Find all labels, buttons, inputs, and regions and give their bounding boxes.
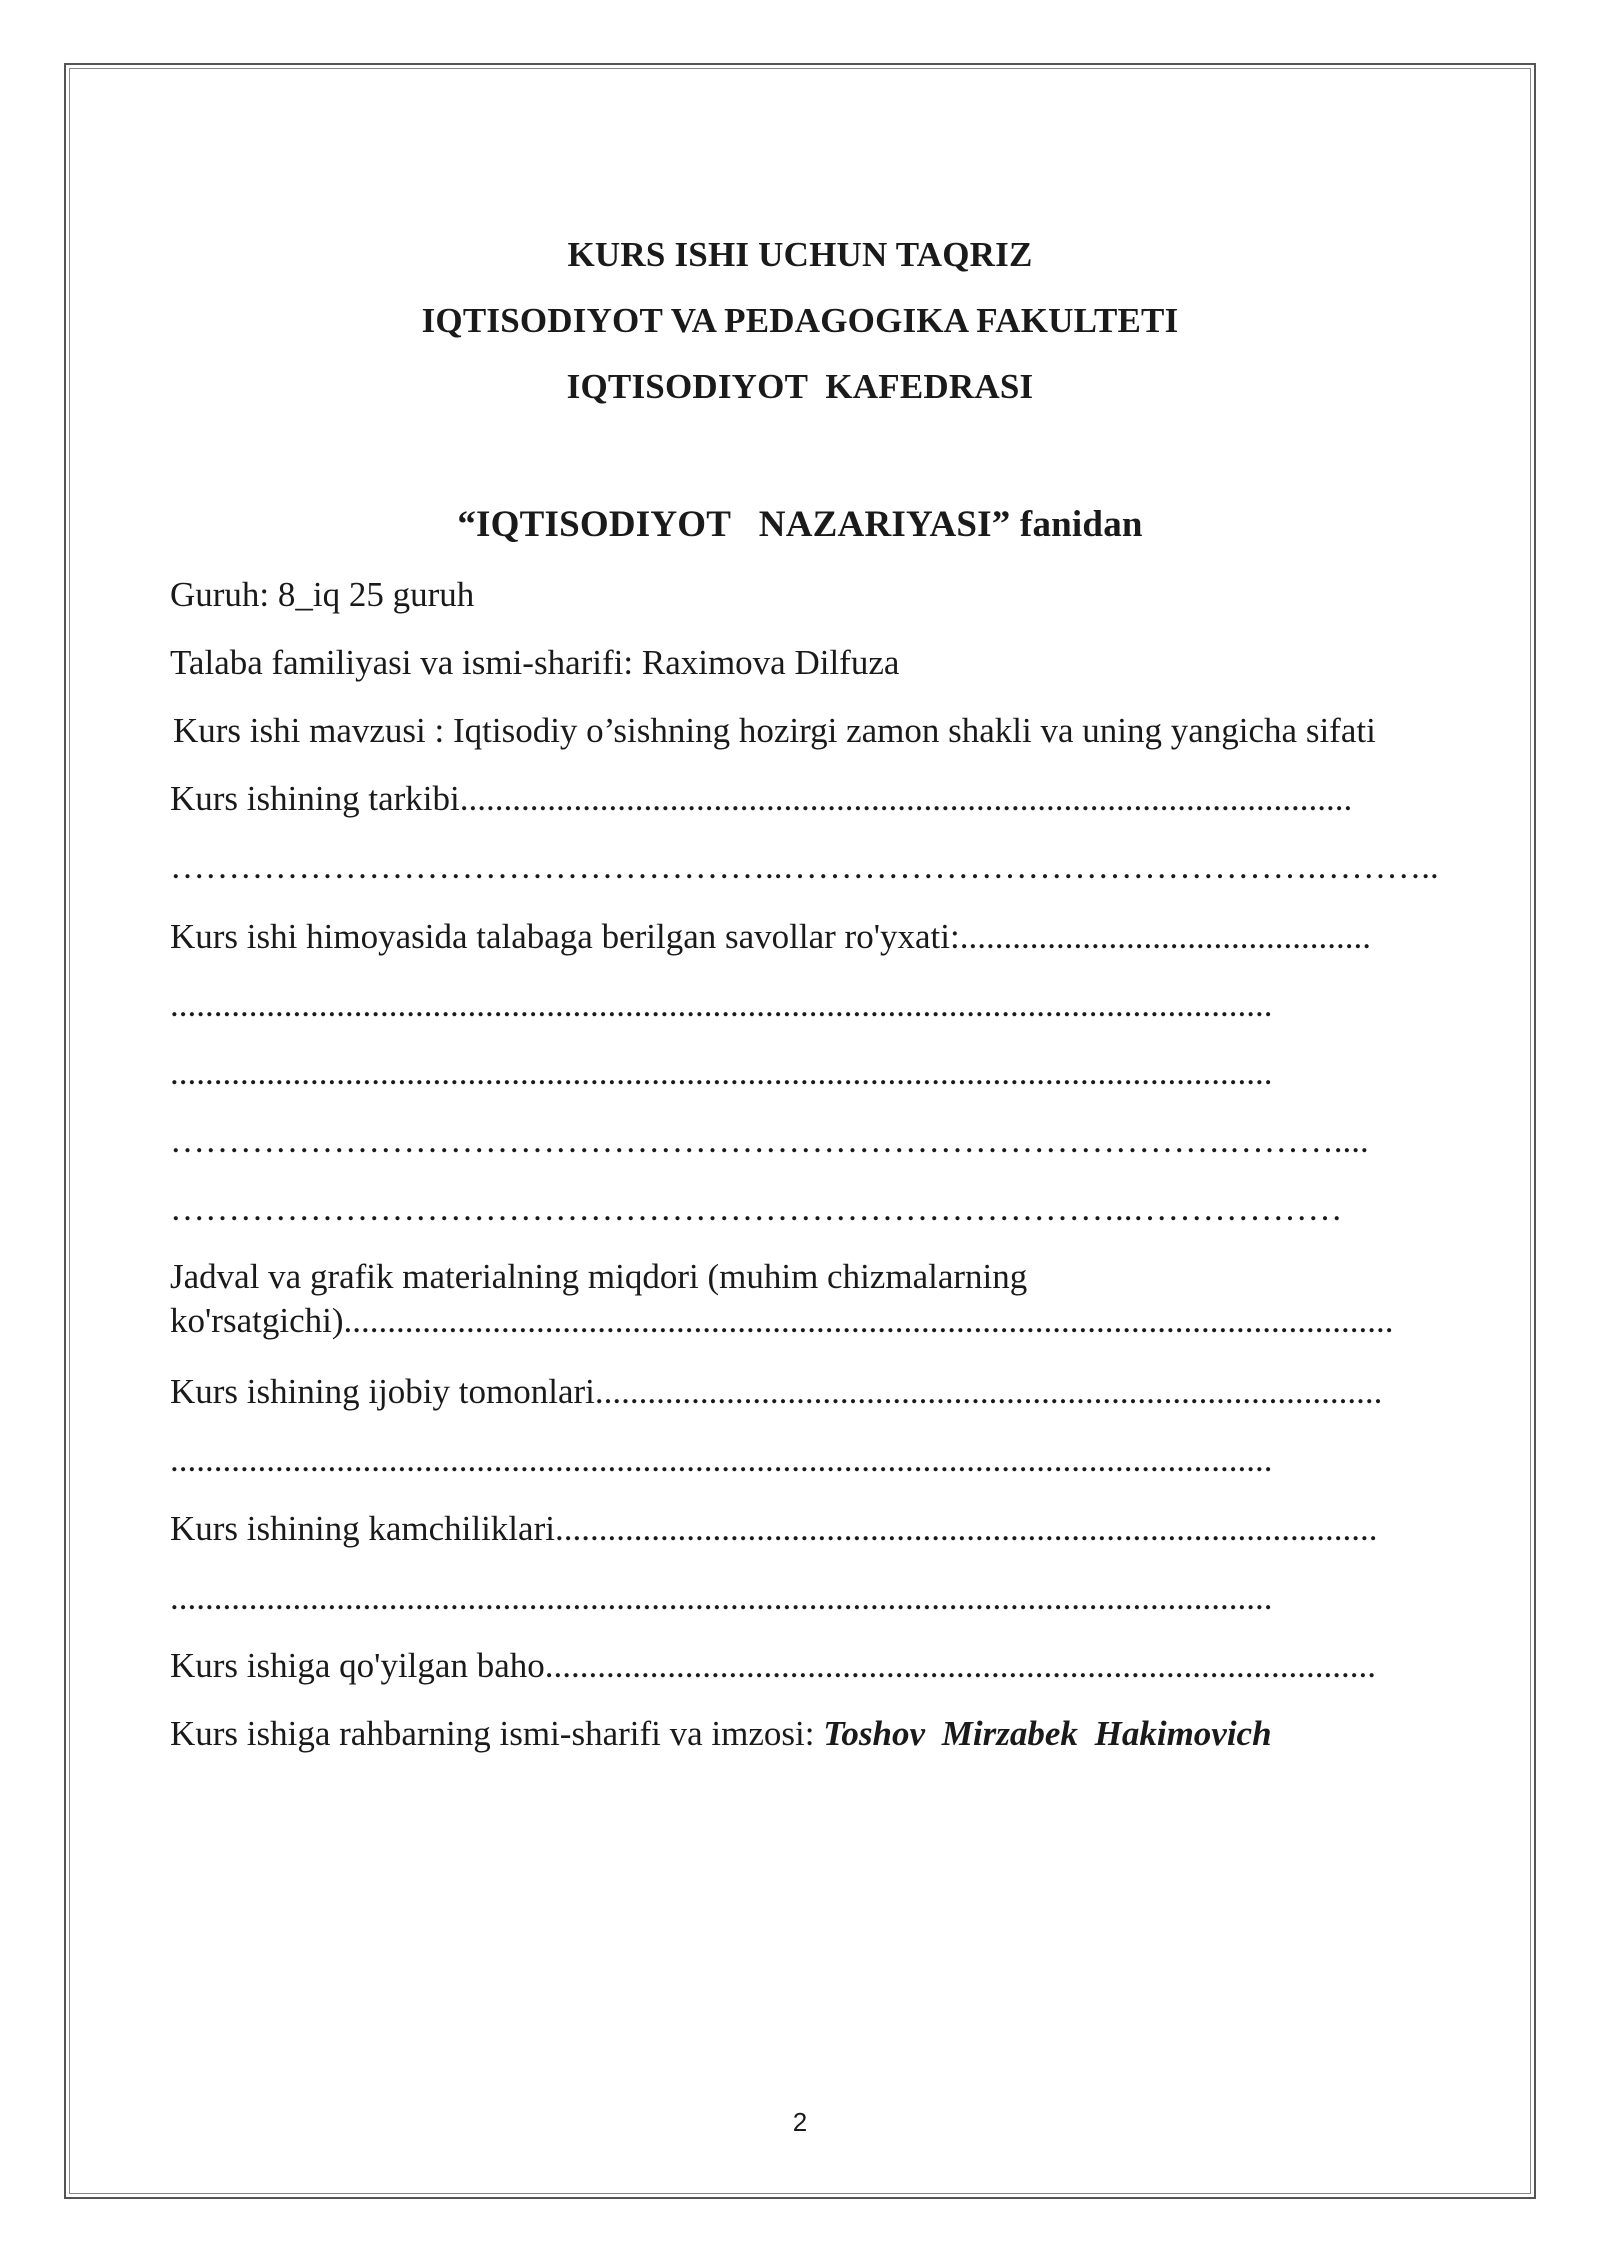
structure-field: Kurs ishining tarkibi...................................................................................................... [170, 779, 1353, 818]
questions-field: Kurs ishi himoyasida talabaga berilgan savollar ro'yxati:............................................... [170, 917, 1371, 956]
supervisor-field [170, 1712, 1475, 1756]
supervisor-label: Kurs ishiga rahbarning ismi-sharifi va imzosi: [170, 1714, 824, 1753]
tables-field: Jadval va grafik materialning miqdori (muhim chizmalarning ko'rsatgichi)........................................................................................................................ [170, 1257, 1394, 1340]
shortcomings-field: Kurs ishining kamchiliklari.............................................................................................. [170, 1509, 1378, 1548]
questions-line-3: ……………………………………………………………………………….……….... [170, 1121, 1369, 1160]
supervisor-name: Toshov Mirzabek Hakimovich [823, 1714, 1272, 1753]
subject-heading: “IQTISODIYOT NAZARIYASI” fanidan [457, 504, 1143, 545]
topic-field: Kurs ishi mavzusi : Iqtisodiy o’sishning hozirgi zamon shakli va uning yangicha sifati [173, 711, 1376, 750]
document-title: KURS ISHI UCHUN TAQRIZ [567, 235, 1033, 274]
student-field: Talaba familiyasi va ismi-sharifi: Raximova Dilfuza [170, 643, 900, 682]
positives-field: Kurs ishining ijobiy tomonlari.......................................................................................... [170, 1372, 1383, 1411]
positives-continuation: .............................................................................................................................. [170, 1440, 1273, 1479]
questions-line-4: ………………………………………………………………………..……………… [170, 1189, 1343, 1228]
questions-line-2: .............................................................................................................................. [170, 1053, 1273, 1092]
department-heading: IQTISODIYOT KAFEDRASI [566, 367, 1034, 406]
questions-line-1: .............................................................................................................................. [170, 985, 1273, 1024]
page-number: 2 [792, 2107, 808, 2137]
shortcomings-continuation: .............................................................................................................................. [170, 1578, 1273, 1617]
group-field: Guruh: 8_iq 25 guruh [170, 575, 475, 614]
faculty-heading: IQTISODIYOT VA PEDAGOGIKA FAKULTETI [421, 301, 1179, 340]
structure-continuation: ……………………………………………..……………………………………….……….. [170, 847, 1439, 886]
grade-field: Kurs ishiga qo'yilgan baho............................................................................................... [170, 1646, 1376, 1685]
